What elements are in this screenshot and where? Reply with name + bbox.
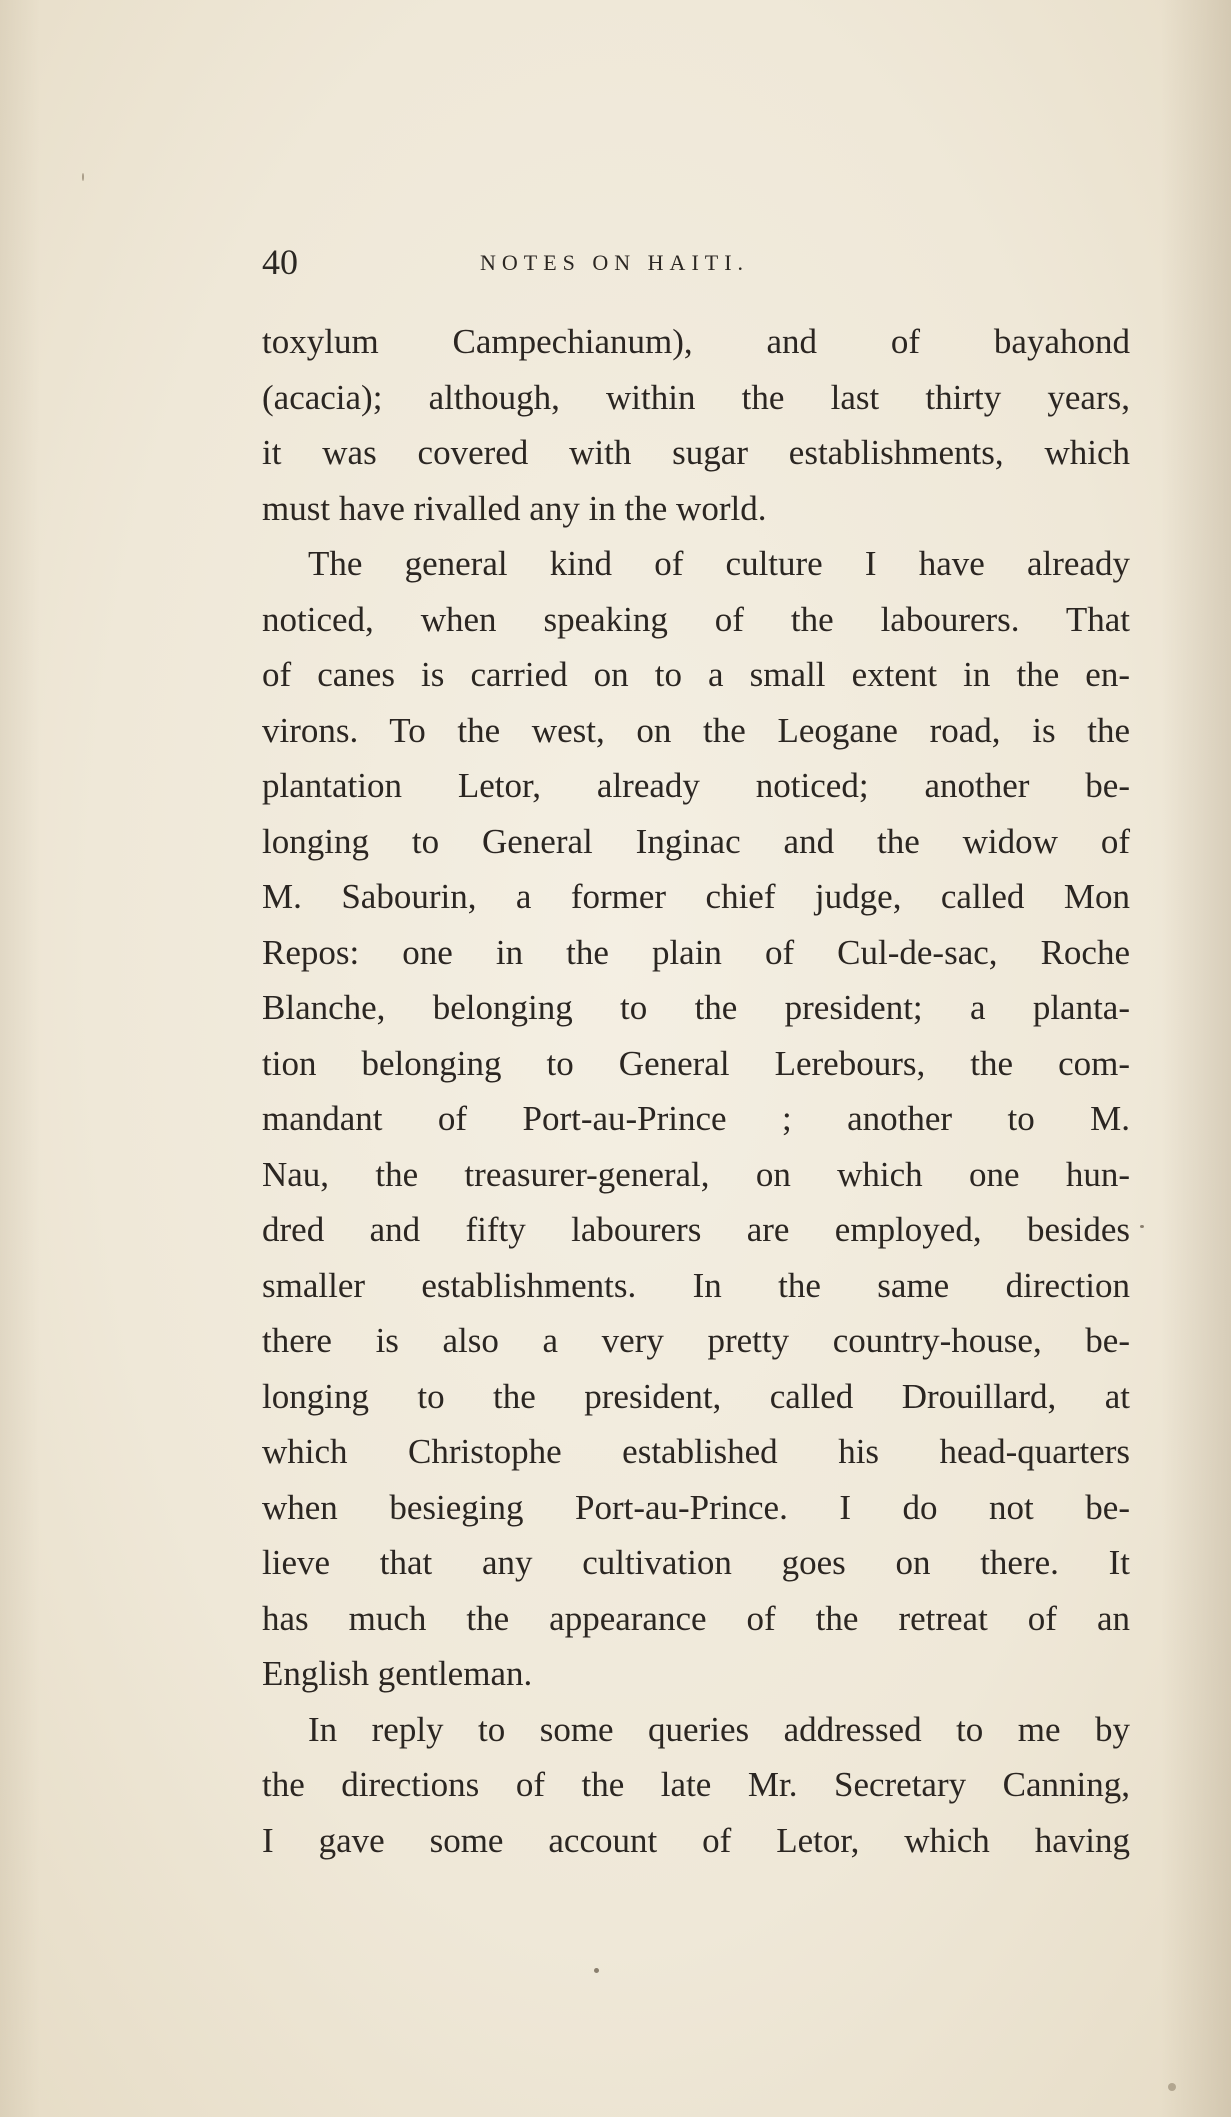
text-line: M. Sabourin, a former chief judge, called Mon [262,877,1130,916]
page-edge-shadow [1161,0,1231,2117]
text-line: longing to General Inginac and the widow of [262,821,1130,861]
page-gutter-shadow [0,0,40,2117]
text-line: when besieging Port-au-Prince. I do not be- [262,1487,1130,1527]
text-line: lieve that any cultivation goes on there. It [262,1543,1130,1582]
text-line: toxylum Campechianum), and of bayahond [262,322,1130,361]
text-line: has much the appearance of the retreat of an [262,1598,1130,1638]
text-line: the directions of the late Mr. Secretary Canning, [262,1765,1130,1804]
text-line: longing to the president, called Drouillard, at [262,1376,1130,1416]
text-line: plantation Letor, already noticed; another be- [262,766,1130,805]
text-line: Blanche, belonging to the president; a planta- [262,988,1130,1027]
text-line: mandant of Port-au-Prince ; another to M. [262,1099,1130,1138]
text-line: Nau, the treasurer-general, on which one hun- [262,1154,1130,1194]
paper-speck [1140,1225,1144,1228]
paper-speck [82,173,84,181]
text-line: must have rivalled any in the world. [262,488,767,528]
paper-speck [594,1968,599,1973]
text-line: smaller establishments. In the same direction [262,1265,1130,1305]
text-line: English gentleman. [262,1654,533,1693]
body-text [262,314,1130,1868]
text-line: there is also a very pretty country-house, be- [262,1321,1130,1360]
page-header [262,240,1130,290]
text-line: of canes is carried on to a small extent in the en- [262,655,1130,694]
text-line: which Christophe established his head-quarters [262,1432,1130,1471]
text-line: it was covered with sugar establishments, which [262,433,1130,472]
running-head: NOTES ON HAITI. [480,250,750,275]
text-line: Repos: one in the plain of Cul-de-sac, Roche [262,932,1130,972]
text-line: The general kind of culture I have already [308,544,1130,583]
text-line: noticed, when speaking of the labourers. That [262,599,1130,639]
paper-speck [1168,2083,1176,2091]
text-line: tion belonging to General Lerebours, the com- [262,1043,1130,1083]
text-line: virons. To the west, on the Leogane road, is the [262,710,1130,750]
text-line: (acacia); although, within the last thirty years, [262,377,1130,417]
text-line: I gave some account of Letor, which having [262,1820,1130,1860]
text-line: In reply to some queries addressed to me by [308,1709,1130,1749]
text-line: dred and fifty labourers are employed, besides [262,1210,1130,1249]
page-number: 40 [262,242,298,282]
